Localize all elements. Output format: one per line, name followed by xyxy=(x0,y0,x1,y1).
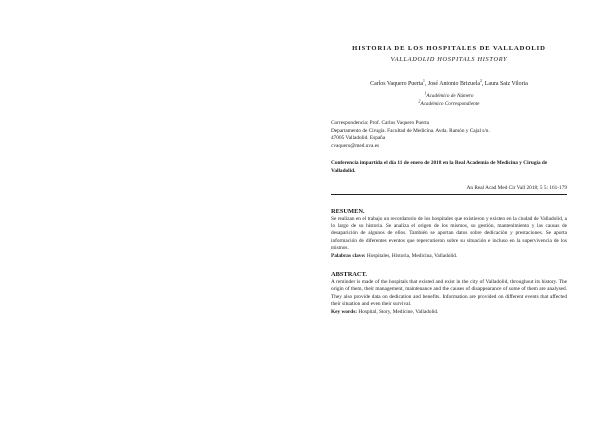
author-1: Carlos Vaquero Puerta xyxy=(370,81,424,87)
author-1-affil-sup: 1 xyxy=(423,79,425,84)
resumen-heading: RESUMEN. xyxy=(331,207,365,215)
keywords-list: Hospitales, Historia, Medicina, Valladolid. xyxy=(365,252,458,259)
keywords-list: Hospital, Story, Medicine, Valladolid. xyxy=(357,308,439,315)
affiliation-2-sup: 2 xyxy=(418,98,421,103)
article-title: HISTORIA DE LOS HOSPITALES DE VALLADOLID xyxy=(352,45,546,52)
journal-citation: An Real Acad Med Cir Vall 2018; 5 5: 161-179 xyxy=(466,184,567,191)
author-separator: , xyxy=(481,81,485,87)
author-2: José Antonio Brizuela xyxy=(427,81,480,87)
keywords-label: Palabras clave: xyxy=(331,252,366,259)
abstract-keywords xyxy=(331,309,567,316)
article-subtitle: VALLADOLID HOSPITALS HISTORY xyxy=(390,56,508,63)
resumen-body: Se realizan en el trabajo un recordatorio de los hospitales que existieron y existen en la ciudad de Valladolid, a lo largo de su historia. Se analiza el origen de los mismos, su gestión, mantenimiento y las causas de desaparición de algunos de ellos. También se aportan datos sobre dedicación y prestaciones. Se aporta información de diferentes eventos que repercutieron sobre su situación e incluso en la supervivencia de los mismos. xyxy=(331,215,567,252)
divider xyxy=(331,194,567,195)
affiliation-1-sup: 1 xyxy=(424,91,427,96)
correspondence-city: 47005 Valladolid. España xyxy=(331,135,386,142)
author-line xyxy=(331,80,567,88)
keywords-label: Key words: xyxy=(331,308,358,315)
abstract-heading: ABSTRACT. xyxy=(331,271,367,278)
author-2-affil-sup: 2 xyxy=(479,79,482,84)
author-3: Laura Saiz Viloria xyxy=(484,81,528,87)
conference-note: Conferencia impartida el día 11 de enero de 2018 en la Real Academia de Medicina y Cirugía de Valladolid. xyxy=(331,160,548,174)
affiliation-2 xyxy=(331,98,567,109)
correspondence-block xyxy=(331,120,567,150)
correspondence-name: Correspondencia: Prof. Carlos Vaquero Puerta xyxy=(331,120,430,126)
resumen-keywords xyxy=(331,253,567,260)
article-column xyxy=(331,44,567,316)
affiliation-1 xyxy=(331,93,567,101)
abstract-body: A reminder is made of the hospitals that existed and exist in the city of Valladolid, throughout its history. The origin of them, their management, maintenance and the causes of disappearance of some of them are analysed. They also provide data on dedication and benefits. Information are provided on different events that affected their situation and even their survival. xyxy=(331,279,567,308)
author-separator: , xyxy=(424,81,428,87)
affiliations xyxy=(331,93,567,108)
affiliation-2-text: Académico Correspondiente xyxy=(420,100,480,107)
correspondence-email: cvaquero@med.uva.es xyxy=(331,142,380,149)
correspondence-department: Departamento de Cirugía. Facultad de Medicina. Avda. Ramón y Cajal s/n. xyxy=(331,127,490,134)
affiliation-1-text: Académico de Número xyxy=(426,93,474,99)
